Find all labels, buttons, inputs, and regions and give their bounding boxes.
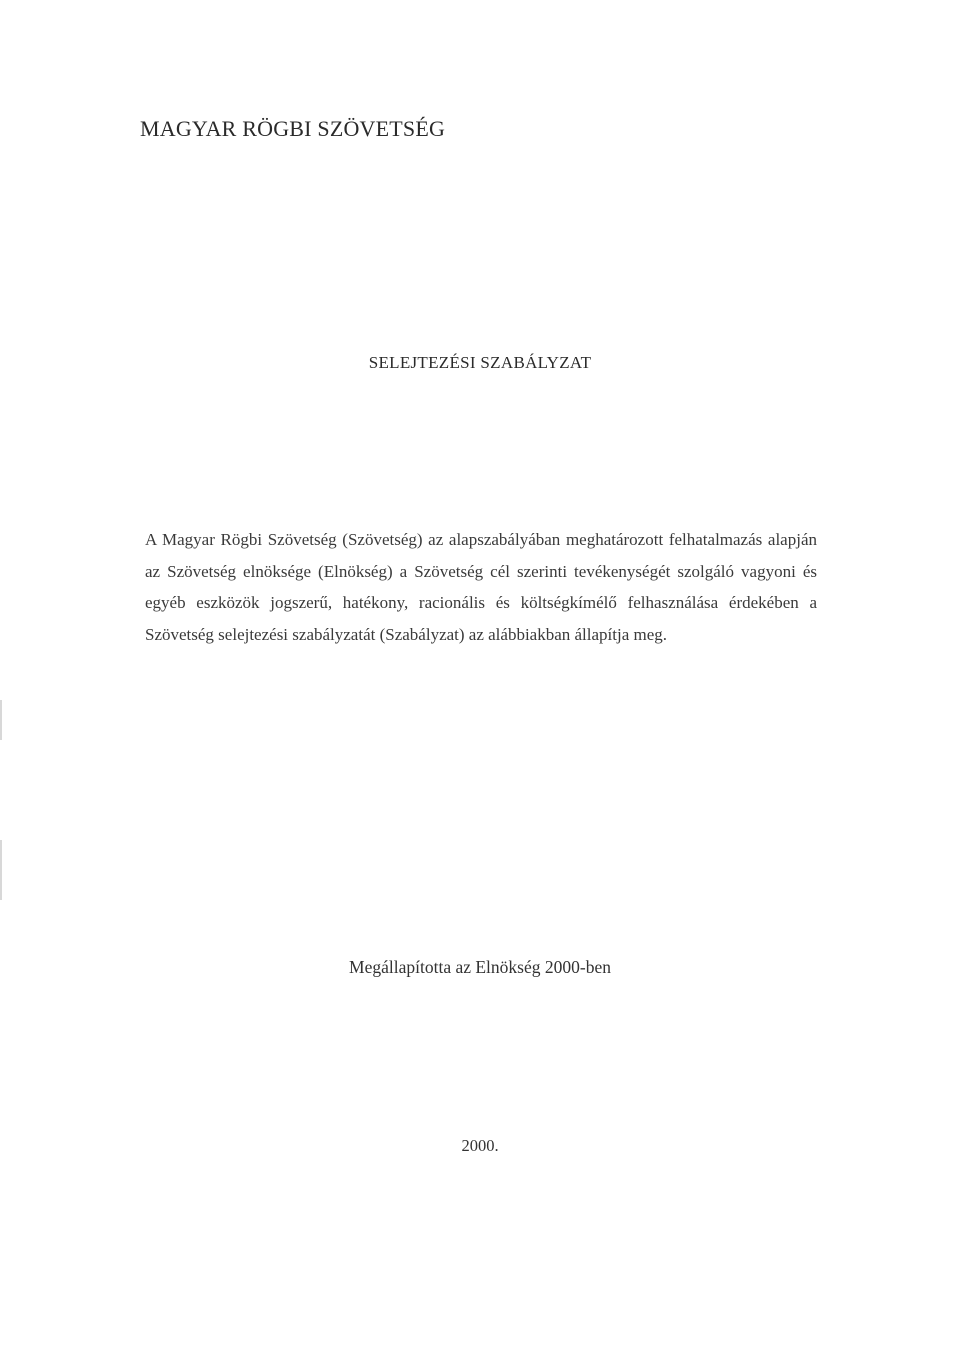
- document-title: SELEJTEZÉSI SZABÁLYZAT: [368, 353, 592, 372]
- scan-edge-mark: [0, 840, 2, 900]
- scan-edge-mark: [0, 700, 2, 740]
- document-year: 2000.: [461, 1136, 499, 1155]
- organization-title: MAGYAR RÖGBI SZÖVETSÉG: [140, 116, 446, 141]
- intro-paragraph: A Magyar Rögbi Szövetség (Szövetség) az alapszabályában meghatározott felhatalmazás alapján az Szövetség elnöksége (Elnökség) a Szövetség cél szerinti tevékenységét szolgáló vagyoni és egyéb eszközök jogszerű, hatékony, racionális és költségkímélő felhasználása érdekében a Szövetség selejtezési szabályzatát (Szabályzat) az alábbiakban állapítja meg.: [145, 530, 817, 644]
- adoption-statement: Megállapította az Elnökség 2000-ben: [349, 957, 611, 977]
